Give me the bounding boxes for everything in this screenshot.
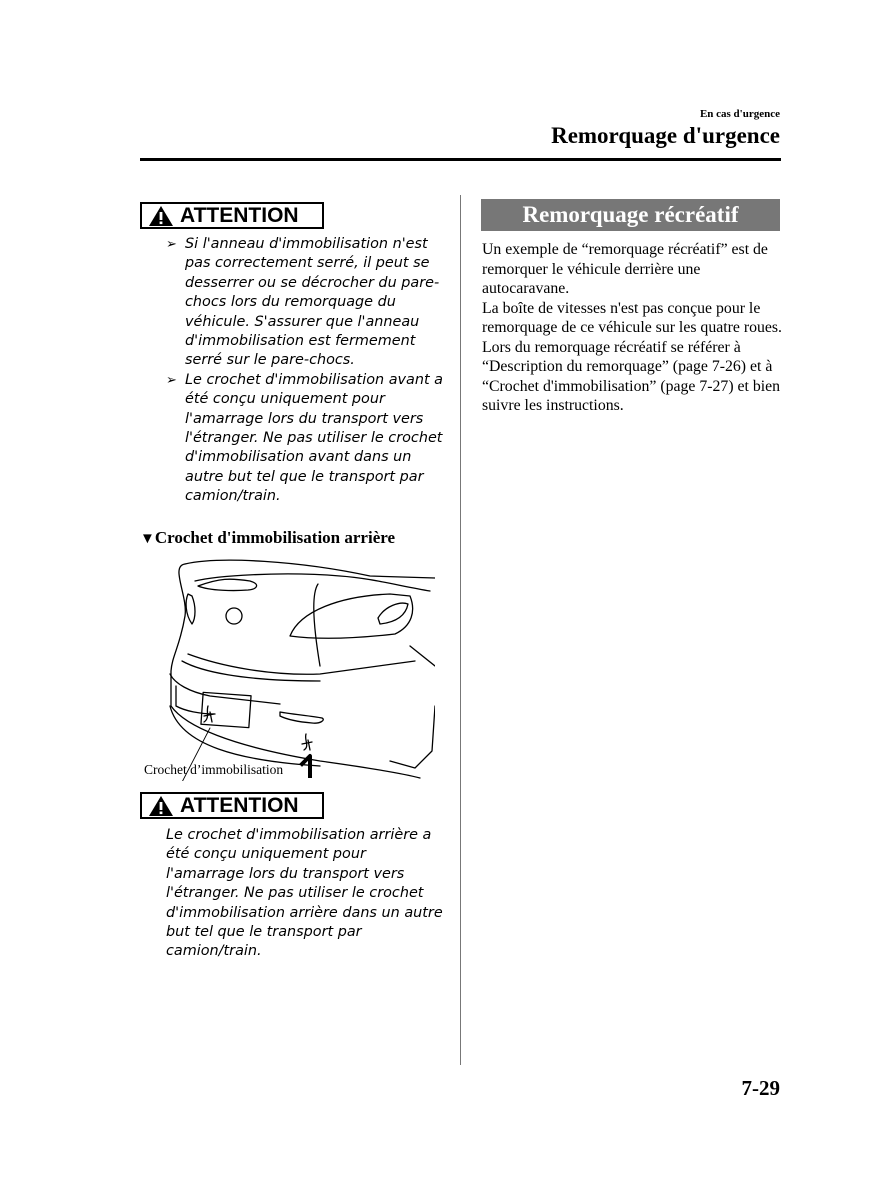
paragraph: Un exemple de “remorquage récréatif” est de remorquer le véhicule derrière une autocaravane.	[482, 241, 768, 297]
header-section-label: En cas d'urgence	[699, 108, 780, 120]
section-body	[482, 240, 782, 416]
list-item	[166, 371, 446, 507]
page-title: Remorquage d'urgence	[551, 123, 780, 148]
list-item-text: Si l'anneau d'immobilisation n'est pas correctement serré, il peut se desserrer ou se décrocher du pare-chocs lors du remorquage du véhicule. S'assurer que l'anneau d'immobilisation est fermement serré sur le pare-chocs.	[185, 236, 440, 369]
attention-box-1	[140, 202, 324, 229]
attention-label: ATTENTION	[180, 203, 299, 227]
attention-2-text: Le crochet d'immobilisation arrière a été conçu uniquement pour l'amarrage lors du transport vers l'étranger. Ne pas utiliser le crochet d'immobilisation arrière dans un autre but tel que le transport par camion/train.	[166, 827, 443, 960]
section-title: Remorquage récréatif	[481, 199, 780, 231]
warning-triangle-icon	[148, 205, 174, 227]
paragraph: La boîte de vitesses n'est pas conçue pour le remorquage de ce véhicule sur les quatre roues.	[482, 299, 783, 336]
chevron-right-icon: ➢	[166, 372, 177, 388]
paragraph: Lors du remorquage récréatif se référer à “Description du remorquage” (page 7-26) et à “Crochet d'immobilisation” (page 7-27) et bien suivre les instructions.	[482, 338, 781, 414]
list-item-text: Le crochet d'immobilisation avant a été conçu uniquement pour l'amarrage lors du transport vers l'étranger. Ne pas utiliser le crochet d'immobilisation avant dans un autre but tel que le transport par camion/train.	[185, 371, 444, 505]
chevron-right-icon: ➢	[166, 237, 177, 252]
triangle-down-icon: ▼	[140, 531, 155, 547]
subheading	[140, 528, 395, 548]
attention-box-2	[140, 792, 324, 819]
car-rear-illustration	[140, 556, 435, 781]
subheading-text: Crochet d'immobilisation arrière	[154, 528, 396, 547]
page-number: 7-29	[741, 1076, 780, 1100]
attention-1-list	[166, 235, 446, 507]
list-item	[166, 235, 446, 371]
header-rule	[140, 158, 781, 161]
column-divider	[460, 195, 461, 1065]
warning-triangle-icon	[148, 795, 174, 817]
attention-label: ATTENTION	[180, 793, 299, 817]
figure-caption: Crochet d’immobilisation	[144, 762, 284, 777]
